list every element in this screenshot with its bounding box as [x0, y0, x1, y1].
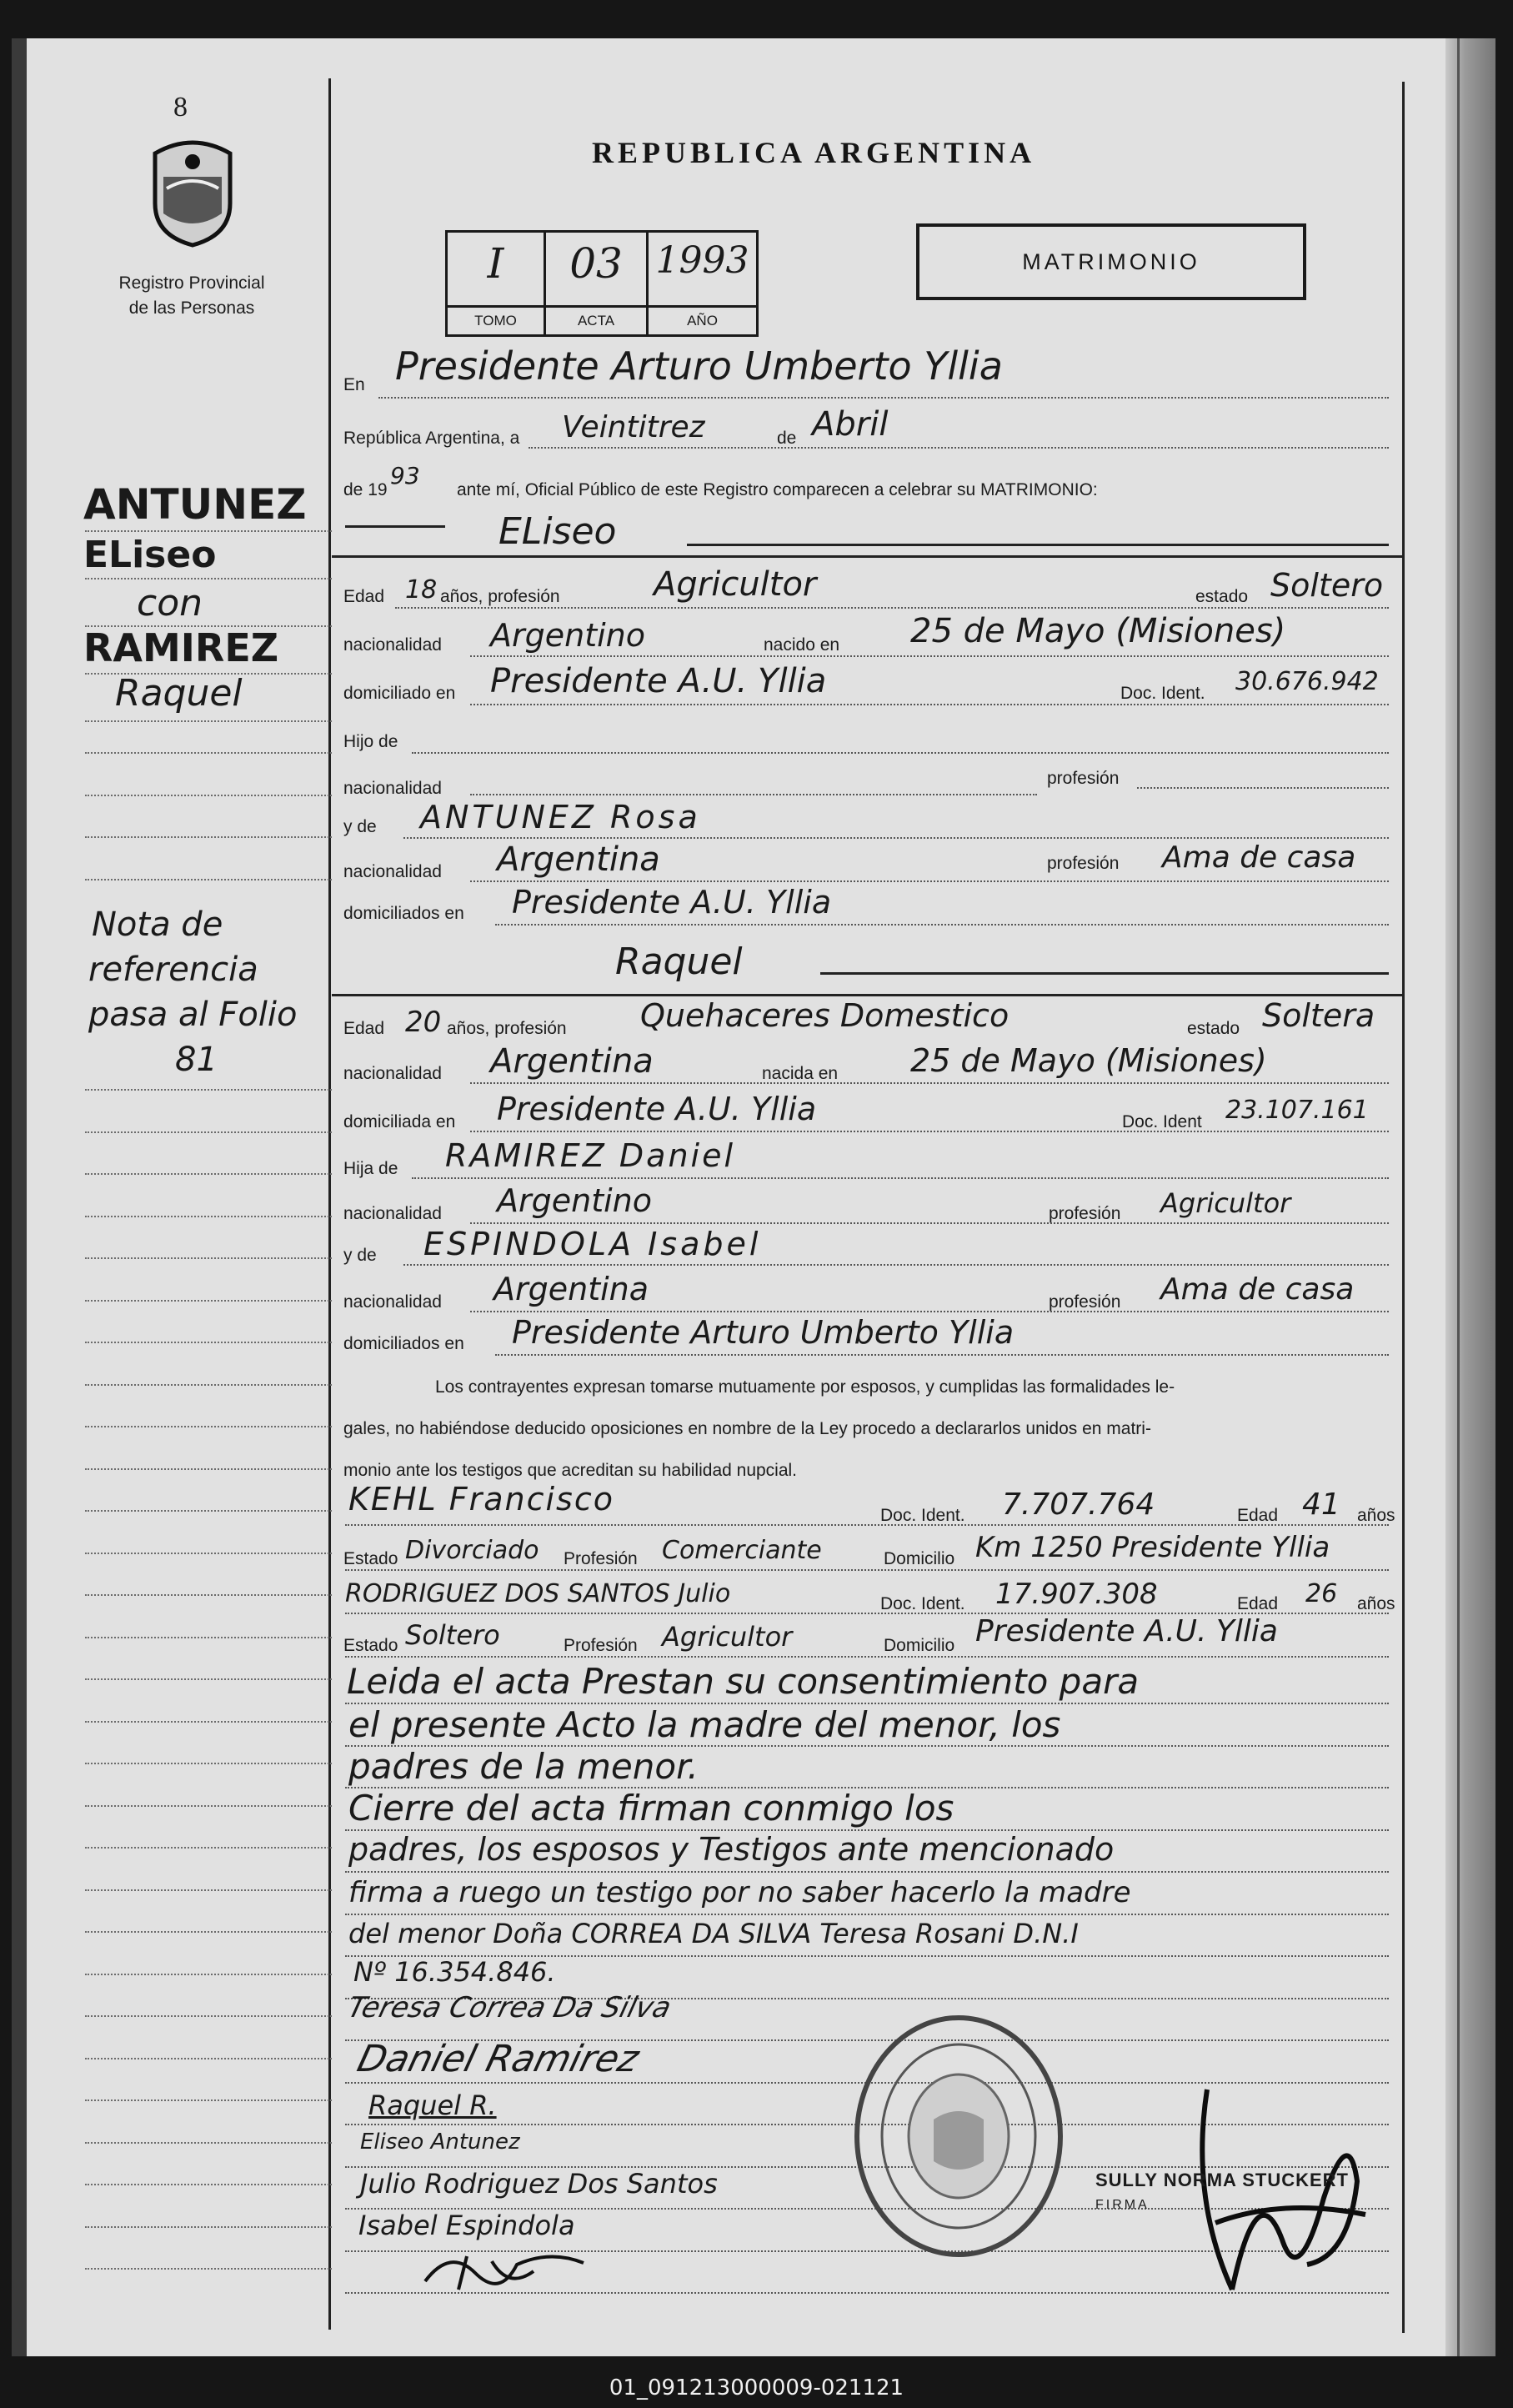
label: estado [1195, 587, 1249, 606]
margin-ruled-line [85, 1594, 332, 1596]
dotted-line [470, 1082, 1389, 1084]
margin-ruled-line [85, 1931, 332, 1933]
margin-ruled-line [85, 1468, 332, 1470]
dotted-line [1137, 787, 1389, 789]
scribble-signature-icon [417, 2240, 600, 2298]
note-ruled-line [345, 1703, 1389, 1704]
note-line: padres, los esposos y Testigos ante mencionado [348, 1831, 1115, 1868]
acta-label: ACTA [546, 305, 646, 334]
label: años, profesión [440, 587, 560, 606]
label: Estado [343, 1549, 398, 1568]
note-line: el presente Acto la madre del menor, los [348, 1704, 1061, 1745]
groom-mother-profession: Ama de casa [1162, 840, 1356, 875]
margin-ruled-line [85, 2015, 332, 2017]
rule [687, 544, 1389, 546]
officer-name: SULLY NORMA STUCKERT [1095, 2170, 1349, 2190]
margin-ruled-line [85, 530, 332, 532]
groom-mother: ANTUNEZ Rosa [420, 799, 701, 835]
label: Hija de [343, 1159, 398, 1178]
page-number: 8 [173, 92, 188, 123]
acta-value: 03 [569, 239, 623, 288]
dotted-line [412, 1177, 1389, 1179]
label: años [1357, 1506, 1395, 1525]
label: y de [343, 817, 377, 836]
label: años, profesión [447, 1019, 567, 1038]
bride-father: RAMIREZ Daniel [445, 1137, 736, 1174]
binder-edge [12, 38, 27, 2356]
witness1-document: 7.707.764 [1002, 1487, 1155, 1522]
right-border [1402, 82, 1405, 2333]
en-label: En [343, 375, 365, 394]
groom-mother-nationality: Argentina [497, 840, 660, 879]
label: Doc. Ident [1122, 1112, 1202, 1131]
label: Profesión [564, 1549, 638, 1568]
label: Doc. Ident. [1120, 684, 1205, 703]
note-ruled-line [345, 1955, 1389, 1957]
margin-ruled-line [85, 1553, 332, 1554]
groom-age: 18 [405, 575, 438, 605]
margin-ruled-line [85, 795, 332, 796]
margin-ruled-line [85, 1300, 332, 1302]
margin-ruled-line [85, 578, 332, 579]
label: años [1357, 1594, 1395, 1613]
signature-eliseo: Eliseo Antunez [360, 2130, 520, 2155]
margin-ruled-line [85, 1384, 332, 1386]
note-line: firma a ruego un testigo por no saber hacerlo la madre [348, 1876, 1131, 1909]
officer-role: FIRMA [1095, 2198, 1150, 2212]
groom-address: Presidente A.U. Yllia [490, 662, 827, 700]
witness2-marital-status: Soltero [405, 1619, 500, 1651]
bride-document: 23.107.161 [1225, 1096, 1369, 1125]
margin-ruled-line [85, 1763, 332, 1764]
witness1-name: KEHL Francisco [348, 1481, 614, 1518]
bride-marital-status: Soltera [1262, 997, 1375, 1034]
groom-nationality: Argentino [490, 617, 645, 654]
witness2-address: Presidente A.U. Yllia [975, 1614, 1278, 1648]
de-label: de [777, 429, 797, 448]
witness1-marital-status: Divorciado [405, 1536, 539, 1565]
margin-ruled-line [85, 2184, 332, 2185]
margin-ruled-line [85, 2058, 332, 2059]
label: nacionalidad [343, 1292, 442, 1312]
country-title: REPUBLICA ARGENTINA [592, 136, 1036, 169]
label: nacido en [764, 635, 840, 655]
label: nacionalidad [343, 1064, 442, 1083]
margin-ruled-line [85, 1426, 332, 1427]
margin-groom-surname: ANTUNEZ [83, 480, 307, 529]
margin-ruled-line [85, 720, 332, 722]
dotted-line [403, 1264, 1389, 1266]
year-text: ante mí, Oficial Público de este Registro comparecen a celebrar su MATRIMONIO: [457, 480, 1098, 499]
bride-profession: Quehaceres Domestico [640, 997, 1010, 1034]
note-line: del menor Doña CORREA DA SILVA Teresa Rosani D.N.I [348, 1918, 1079, 1949]
record-type-box: MATRIMONIO [916, 223, 1306, 300]
label: profesión [1049, 1292, 1121, 1312]
dotted-line [470, 1222, 1389, 1224]
ano-value: 1993 [655, 239, 749, 282]
month-value: Abril [812, 405, 889, 444]
bride-nationality: Argentina [490, 1042, 654, 1081]
label: Domicilio [884, 1636, 955, 1655]
bride-father-nationality: Argentino [497, 1182, 652, 1219]
dotted-line [470, 1311, 1389, 1312]
label: Edad [1237, 1594, 1279, 1613]
margin-ruled-line [85, 836, 332, 838]
margin-ruled-line [85, 1889, 332, 1891]
margin-ruled-line [85, 1847, 332, 1849]
label: Domicilio [884, 1549, 955, 1568]
label: Doc. Ident. [880, 1506, 965, 1525]
dotted-line [378, 397, 1389, 399]
witness2-age: 26 [1305, 1579, 1338, 1608]
rule [332, 994, 1402, 996]
margin-note-line3: pasa al Folio [88, 996, 298, 1034]
groom-marital-status: Soltero [1270, 567, 1384, 604]
note-ruled-line [345, 1787, 1389, 1788]
margin-ruled-line [85, 2099, 332, 2101]
dotted-line [495, 1354, 1389, 1356]
document-id-footer: 01_091213000009-021121 [609, 2375, 904, 2400]
tomo-label: TOMO [448, 305, 544, 334]
margin-ruled-line [85, 1216, 332, 1217]
margin-ruled-line [85, 1173, 332, 1175]
registry-name-line1: Registro Provincial [118, 273, 265, 293]
margin-ruled-line [85, 673, 332, 675]
signature-isabel: Isabel Espindola [358, 2210, 575, 2241]
margin-ruled-line [85, 1089, 332, 1091]
label: domiciliados en [343, 904, 464, 923]
note-line: Cierre del acta firman conmigo los [348, 1788, 954, 1829]
margin-ruled-line [85, 1637, 332, 1638]
note-ruled-line [345, 1871, 1389, 1873]
dotted-line [529, 447, 1389, 449]
label: profesión [1047, 769, 1120, 788]
margin-bride-surname: RAMIREZ [83, 625, 279, 670]
dotted-line [395, 607, 1389, 609]
provincial-coat-of-arms-icon [147, 137, 238, 248]
groom-document: 30.676.942 [1235, 667, 1379, 696]
place-value: Presidente Arturo Umberto Yllia [395, 344, 1003, 389]
margin-note-line4: 81 [175, 1041, 218, 1079]
year-label: de 19 [343, 480, 388, 499]
label: Edad [343, 1019, 385, 1038]
bride-name: Raquel [615, 941, 743, 983]
label: nacionalidad [343, 1204, 442, 1223]
witness1-age: 41 [1302, 1487, 1340, 1522]
dotted-line [470, 655, 1389, 657]
note-ruled-line [345, 1914, 1389, 1915]
acta-cell [546, 233, 649, 334]
note-line: padres de la menor. [348, 1746, 699, 1787]
margin-ruled-line [85, 1805, 332, 1807]
day-value: Veintitrez [562, 410, 705, 444]
ano-label: AÑO [649, 305, 756, 334]
tomo-cell [448, 233, 546, 334]
margin-bride-name: Raquel [115, 672, 243, 715]
label: Profesión [564, 1636, 638, 1655]
bride-mother: ESPINDOLA Isabel [423, 1226, 762, 1262]
margin-ruled-line [85, 1721, 332, 1723]
label: nacionalidad [343, 862, 442, 881]
registry-name-line2: de las Personas [128, 298, 255, 318]
margin-groom-name: ELiseo [83, 534, 217, 576]
declaration-line2: gales, no habiéndose deducido oposiciones en nombre de la Ley procedo a declararlos unidos en matri- [343, 1419, 1151, 1438]
note-line: Nº 16.354.846. [353, 1956, 556, 1988]
label: Estado [343, 1636, 398, 1655]
label: profesión [1047, 854, 1120, 873]
dotted-line [345, 1524, 1389, 1526]
dotted-line [470, 880, 1389, 882]
dotted-line [470, 1131, 1389, 1132]
margin-ruled-line [85, 1131, 332, 1133]
label: domiciliada en [343, 1112, 456, 1131]
witness1-address: Km 1250 Presidente Yllia [975, 1531, 1330, 1564]
note-ruled-line [345, 1829, 1389, 1831]
dotted-line [470, 704, 1389, 705]
page-stack-edge [1445, 38, 1495, 2356]
rule [345, 525, 445, 528]
label: domiciliado en [343, 684, 456, 703]
dotted-line [403, 837, 1389, 839]
margin-ruled-line [85, 2268, 332, 2270]
groom-birthplace: 25 de Mayo (Misiones) [910, 612, 1286, 650]
margin-note-line1: Nota de [92, 906, 223, 944]
margin-ruled-line [85, 1678, 332, 1680]
groom-name: ELiseo [498, 510, 617, 553]
label: Hijo de [343, 732, 398, 751]
note-line: Leida el acta Prestan su consentimiento para [347, 1661, 1140, 1702]
margin-ruled-line [85, 2226, 332, 2228]
margin-ruled-line [85, 879, 332, 880]
label: domiciliados en [343, 1334, 464, 1353]
rule [820, 972, 1389, 975]
label: nacionalidad [343, 635, 442, 655]
dotted-line [345, 1569, 1389, 1571]
witness2-name: RODRIGUEZ DOS SANTOS Julio [345, 1579, 731, 1608]
record-number-box [445, 230, 759, 337]
witness1-profession: Comerciante [662, 1536, 822, 1565]
declaration-line1: Los contrayentes expresan tomarse mutuamente por esposos, y cumplidas las formalidades le- [435, 1377, 1175, 1397]
bride-age: 20 [405, 1006, 442, 1039]
margin-ruled-line [85, 1974, 332, 1975]
margin-ruled-line [85, 625, 332, 627]
label: Edad [343, 587, 385, 606]
tomo-value: I [487, 239, 504, 288]
year-suffix: 93 [390, 462, 420, 489]
bride-mother-nationality: Argentina [493, 1271, 649, 1307]
register-page [12, 38, 1495, 2356]
dotted-line [495, 924, 1389, 926]
officer-signature-icon [1182, 2073, 1382, 2315]
official-seal-icon [850, 2011, 1067, 2261]
rule [332, 555, 1402, 558]
signature-julio: Julio Rodriguez Dos Santos [360, 2168, 718, 2200]
dotted-line [412, 752, 1389, 754]
label: Edad [1237, 1506, 1279, 1525]
label: profesión [1049, 1204, 1121, 1223]
label: Doc. Ident. [880, 1594, 965, 1613]
groom-parents-address: Presidente A.U. Yllia [512, 884, 832, 921]
note-ruled-line [345, 1745, 1389, 1747]
declaration-line3: monio ante los testigos que acreditan su habilidad nupcial. [343, 1461, 798, 1480]
republica-label: República Argentina, a [343, 429, 520, 448]
label: y de [343, 1246, 377, 1265]
label: nacionalidad [343, 779, 442, 798]
margin-ruled-line [85, 752, 332, 754]
margin-divider [328, 78, 331, 2330]
dotted-line [345, 1656, 1389, 1658]
witness2-profession: Agricultor [662, 1621, 793, 1653]
label: nacida en [762, 1064, 839, 1083]
bride-birthplace: 25 de Mayo (Misiones) [910, 1042, 1267, 1079]
signature-teresa: Teresa Correa Da Silva [344, 1991, 675, 2024]
label: estado [1187, 1019, 1240, 1038]
signature-raquel: Raquel R. [368, 2089, 497, 2121]
margin-note-line2: referencia [88, 951, 258, 989]
bride-address: Presidente A.U. Yllia [497, 1091, 817, 1127]
margin-ruled-line [85, 1510, 332, 1512]
bride-parents-address: Presidente Arturo Umberto Yllia [512, 1314, 1015, 1351]
bride-father-profession: Agricultor [1160, 1187, 1291, 1219]
margin-ruled-line [85, 2142, 332, 2144]
groom-profession: Agricultor [654, 565, 817, 604]
signature-daniel: Daniel Ramirez [353, 2038, 644, 2080]
bride-mother-profession: Ama de casa [1160, 1272, 1355, 1307]
margin-ruled-line [85, 1342, 332, 1343]
witness2-document: 17.907.308 [995, 1578, 1158, 1611]
dotted-line [470, 794, 1037, 795]
ano-cell [649, 233, 756, 334]
margin-con: con [137, 582, 203, 625]
margin-ruled-line [85, 1257, 332, 1259]
